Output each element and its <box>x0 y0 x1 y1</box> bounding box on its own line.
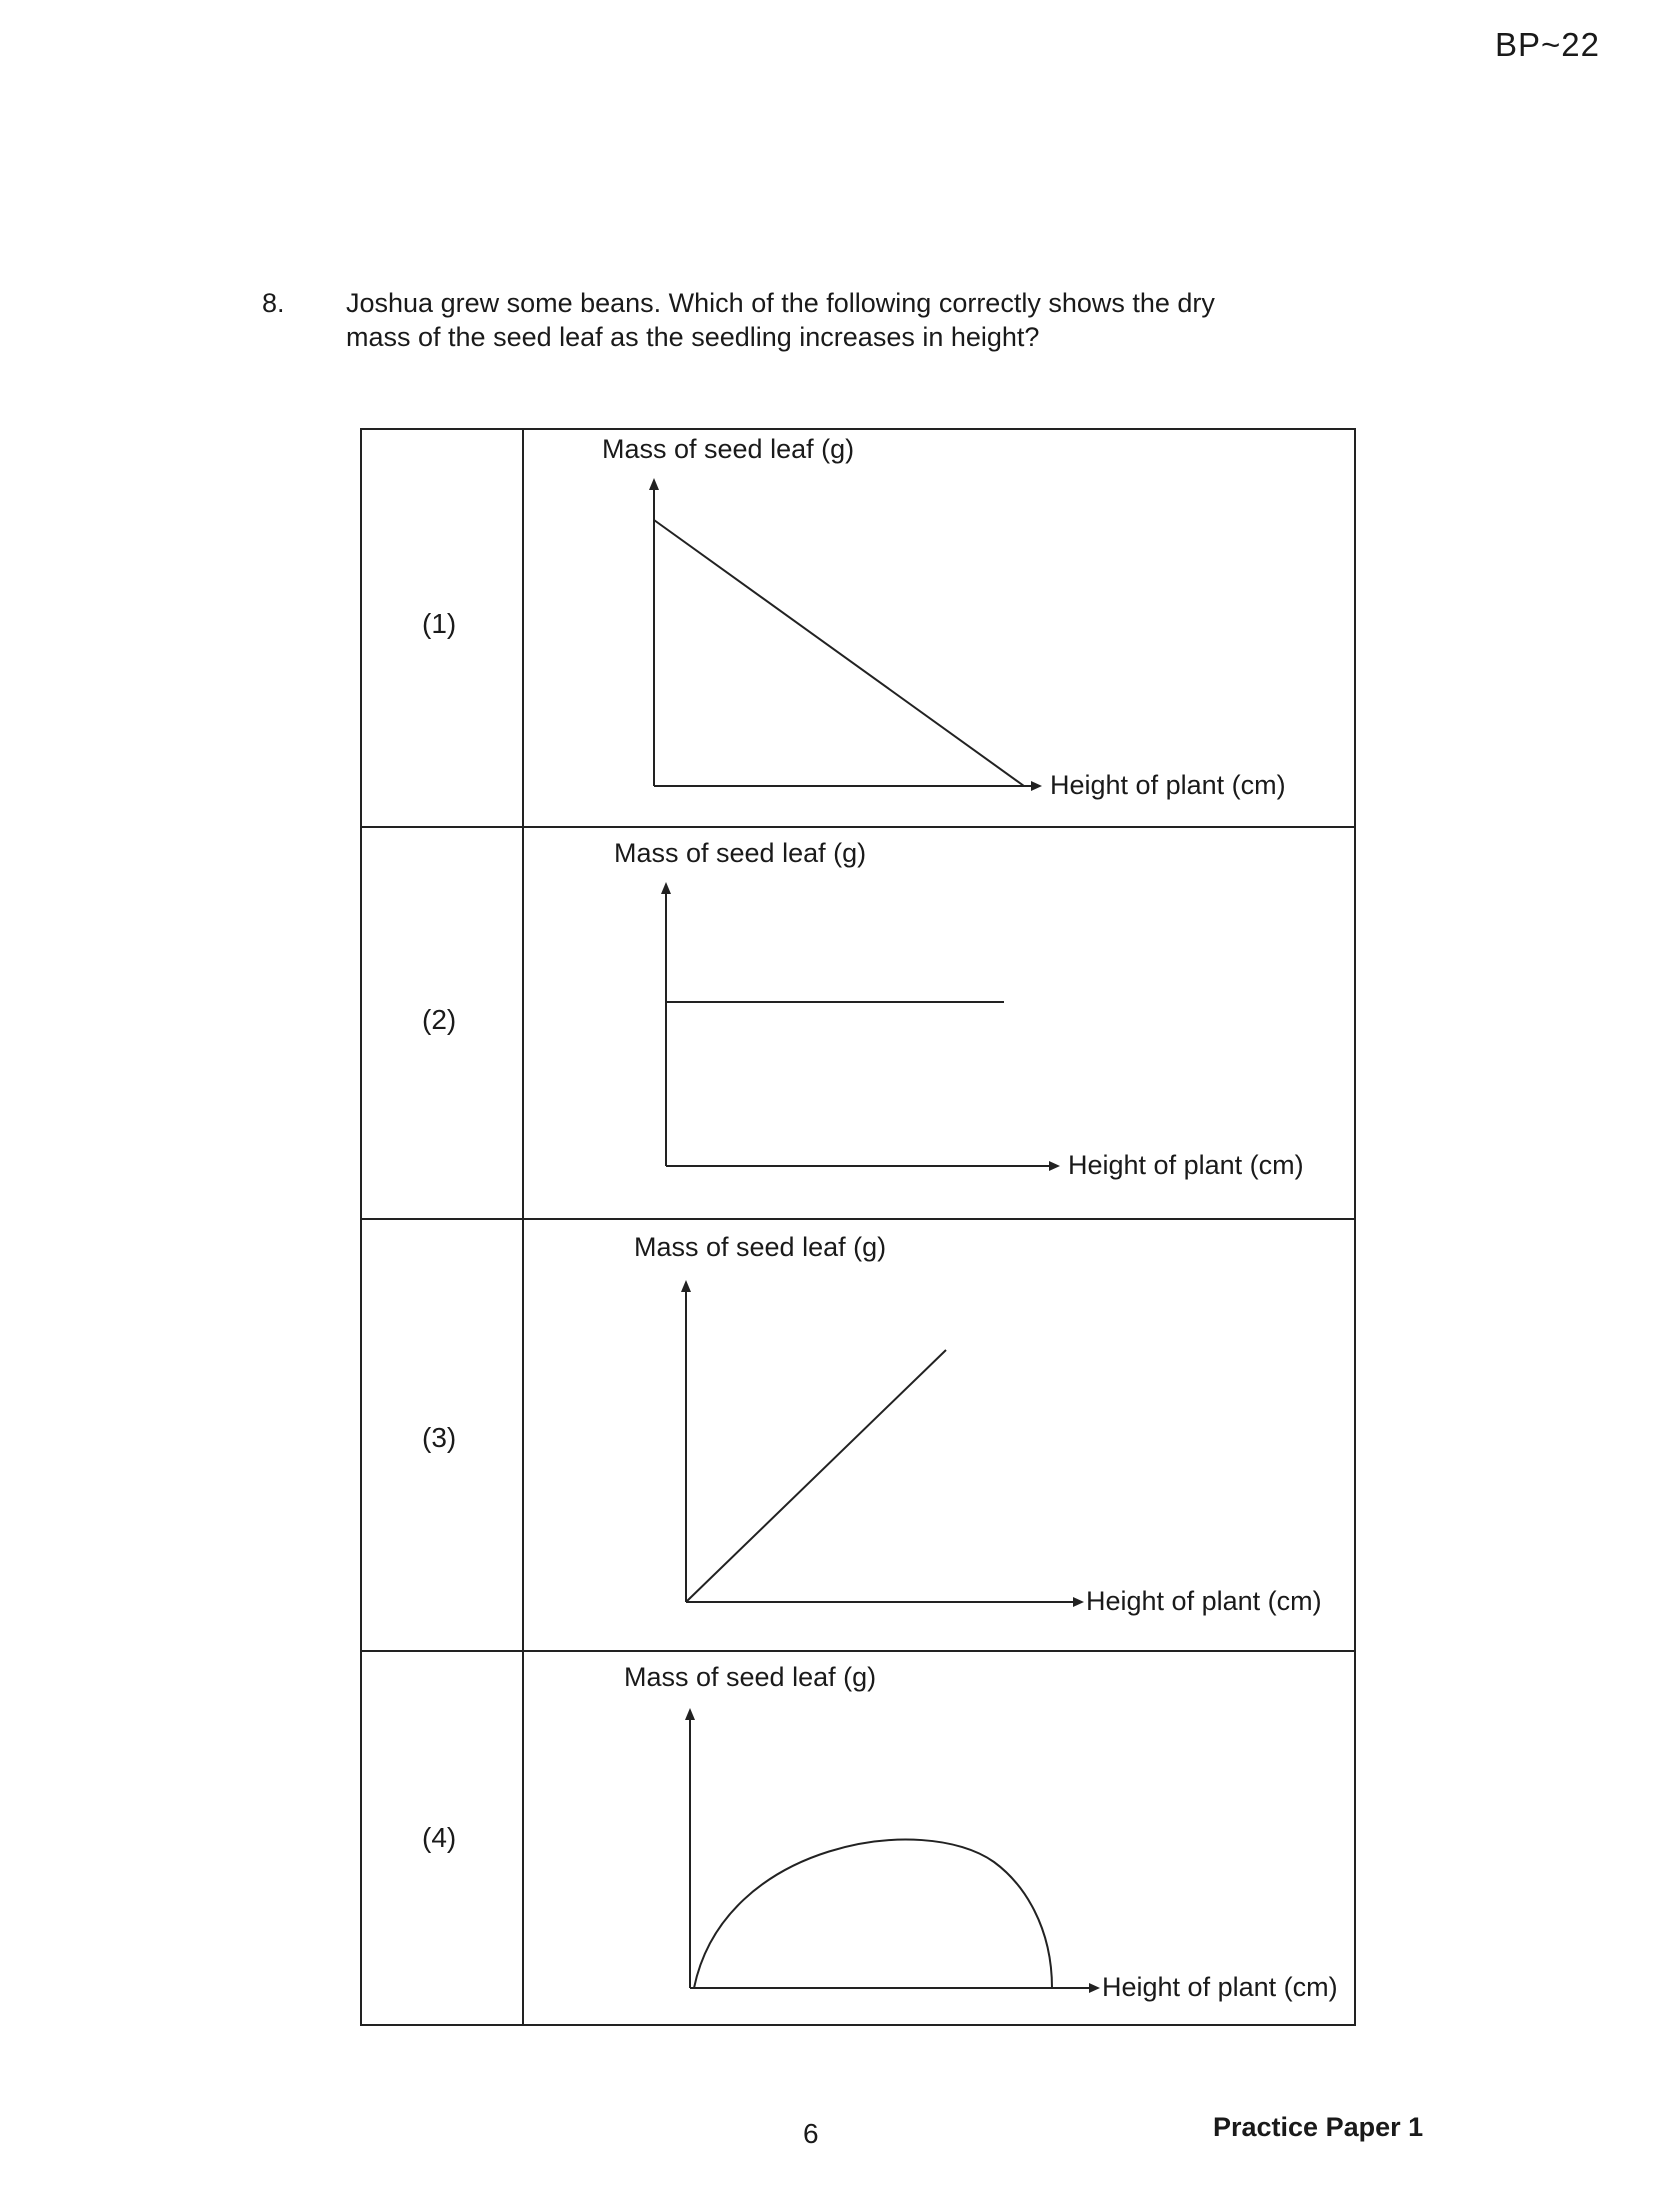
question-number: 8. <box>262 288 285 318</box>
x-axis-label: Height of plant (cm) <box>1102 1972 1338 2002</box>
page-number: 6 <box>803 2118 819 2149</box>
data-curve <box>694 1840 1052 1988</box>
data-line <box>686 1350 946 1602</box>
x-axis-label: Height of plant (cm) <box>1086 1586 1322 1616</box>
option-graph-4 <box>524 1652 1354 2026</box>
y-axis-arrowhead <box>681 1280 691 1292</box>
y-axis-label: Mass of seed leaf (g) <box>624 1662 877 1692</box>
paper-code: BP~22 <box>1495 26 1600 63</box>
option-row-1 <box>362 430 1354 828</box>
option-graph-3 <box>524 1220 1354 1650</box>
question-line-2: mass of the seed leaf as the seedling increases in height? <box>346 322 1040 352</box>
x-axis-arrowhead <box>1049 1161 1060 1171</box>
option-label-cell <box>362 828 524 1218</box>
x-axis-arrowhead <box>1073 1597 1084 1607</box>
y-axis-arrowhead <box>685 1708 695 1720</box>
y-axis-label: Mass of seed leaf (g) <box>634 1232 887 1262</box>
option-label[interactable]: (3) <box>422 1422 457 1453</box>
y-axis-arrowhead <box>661 882 671 894</box>
option-graph-1 <box>524 430 1354 826</box>
option-label[interactable]: (4) <box>422 1822 457 1853</box>
option-row-2 <box>362 828 1354 1220</box>
x-axis-label: Height of plant (cm) <box>1068 1150 1304 1180</box>
option-label-cell <box>362 1652 524 2026</box>
y-axis-label: Mass of seed leaf (g) <box>602 434 855 464</box>
y-axis-label: Mass of seed leaf (g) <box>614 838 867 868</box>
option-row-3 <box>362 1220 1354 1652</box>
data-line <box>654 520 1024 786</box>
option-row-4 <box>362 1652 1354 2026</box>
graph-svg <box>524 430 1354 826</box>
question-line-1: Joshua grew some beans. Which of the following correctly shows the dry <box>346 288 1215 318</box>
option-label[interactable]: (1) <box>422 608 457 639</box>
question-text <box>346 286 1296 354</box>
options-table <box>360 428 1356 2026</box>
x-axis-arrowhead <box>1089 1983 1100 1993</box>
option-label[interactable]: (2) <box>422 1004 457 1035</box>
option-graph-2 <box>524 828 1354 1218</box>
paper-name: Practice Paper 1 <box>1213 2112 1424 2142</box>
x-axis-arrowhead <box>1031 781 1042 791</box>
x-axis-label: Height of plant (cm) <box>1050 770 1286 800</box>
graph-svg <box>524 1652 1354 2024</box>
option-label-cell <box>362 1220 524 1650</box>
option-label-cell <box>362 430 524 826</box>
y-axis-arrowhead <box>649 478 659 490</box>
